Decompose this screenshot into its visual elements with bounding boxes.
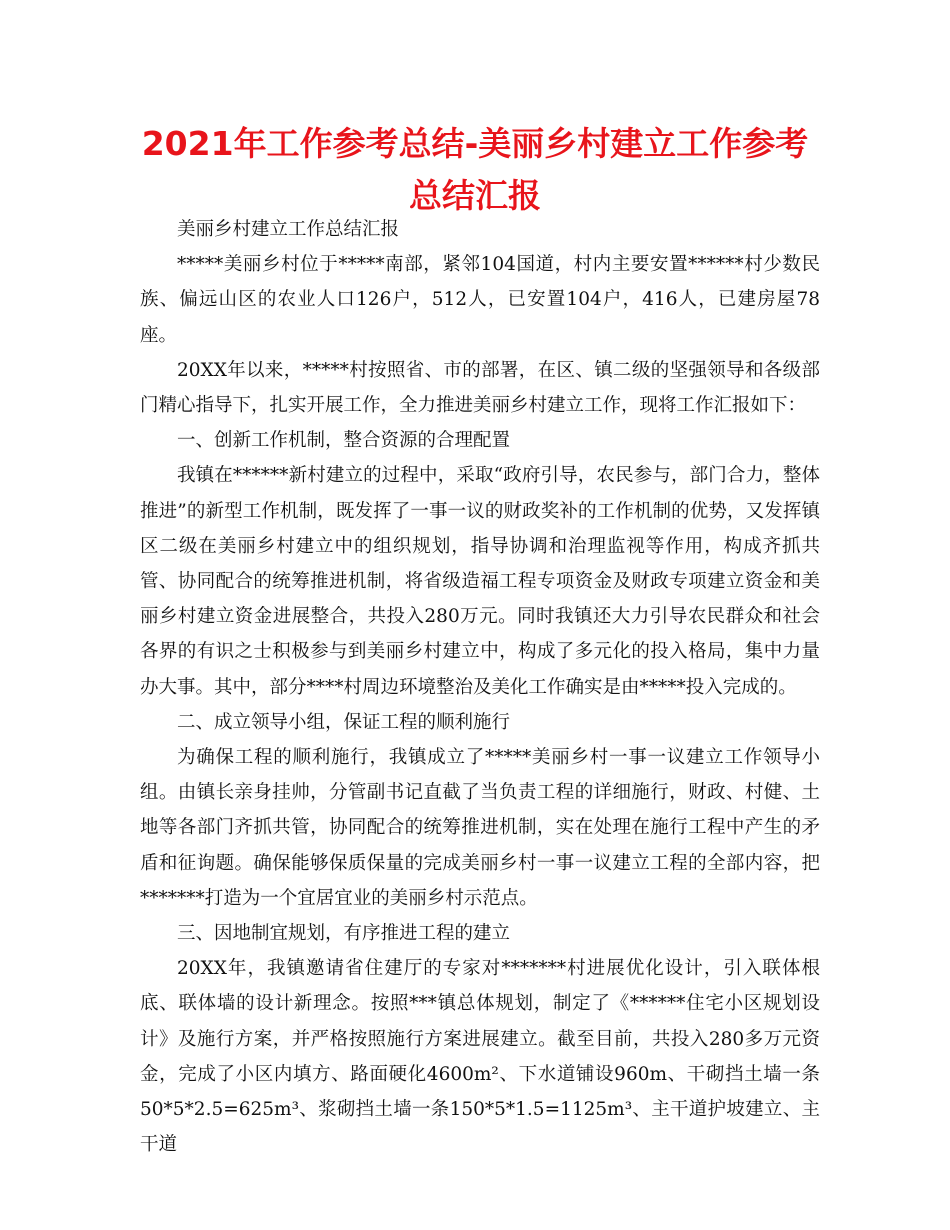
section-heading-1: 一、创新工作机制，整合资源的合理配置 [177,430,511,452]
paragraph-section-2: 为确保工程的顺利施行，我镇成立了*****美丽乡村一事一议建立工作领导小组。由镇长亲身挂帅，分管副书记直截了当负责工程的详细施行，财政、村健、土地等各部门齐抓共管，协同配合的统筹推进机制，实在处理在施行工程中产生的矛盾和征询题。确保能够保质保量的完成美丽乡村一事一议建立工程的全部内容，把*******打造为一个宜居宜业的美丽乡村示范点。 [140,747,820,909]
paragraph-section-1: 我镇在******新村建立的过程中，采取“政府引导，农民参与，部门合力，整体推进”的新型工作机制，既发挥了一事一议的财政奖补的工作机制的优势，又发挥镇区二级在美丽乡村建立中的组织规划，指导协调和治理监视等作用，构成齐抓共管、协同配合的统筹推进机制，将省级造福工程专项资金及财政专项建立资金和美丽乡村建立资金进展整合，共投入280万元。同时我镇还大力引导农民群众和社会各界的有识之士积极参与到美丽乡村建立中，构成了多元化的投入格局，集中力量办大事。其中，部分****村周边环境整治及美化工作确实是由*****投入完成的。 [140,465,820,698]
document-body [140,212,820,1162]
paragraph-section-3: 20XX年，我镇邀请省住建厅的专家对*******村进展优化设计，引入联体根底、联体墙的设计新理念。按照***镇总体规划，制定了《******住宅小区规划设计》及施行方案，并严格按照施行方案进展建立。截至目前，共投入280多万元资金，完成了小区内填方、路面硬化4600m²、下水道铺设960m、干砌挡土墙一条50*5*2.5=625m³、浆砌挡土墙一条150*5*1.5=1125m³、主干道护坡建立、主干道 [140,958,820,1156]
paragraph-overview: 20XX年以来，*****村按照省、市的部署，在区、镇二级的坚强领导和各级部门精心指导下，扎实开展工作，全力推进美丽乡村建立工作，现将工作汇报如下： [140,359,820,417]
report-subtitle: 美丽乡村建立工作总结汇报 [177,219,400,240]
section-heading-3: 三、因地制宜规划，有序推进工程的建立 [177,923,511,945]
section-heading-2: 二、成立领导小组，保证工程的顺利施行 [177,711,511,733]
paragraph-intro: *****美丽乡村位于*****南部，紧邻104国道，村内主要安置******村少数民族、偏远山区的农业人口126户，512人，已安置104户，416人，已建房屋78座。 [140,254,820,346]
document-title: 2021年工作参考总结-美丽乡村建立工作参考总结汇报 [141,124,809,215]
